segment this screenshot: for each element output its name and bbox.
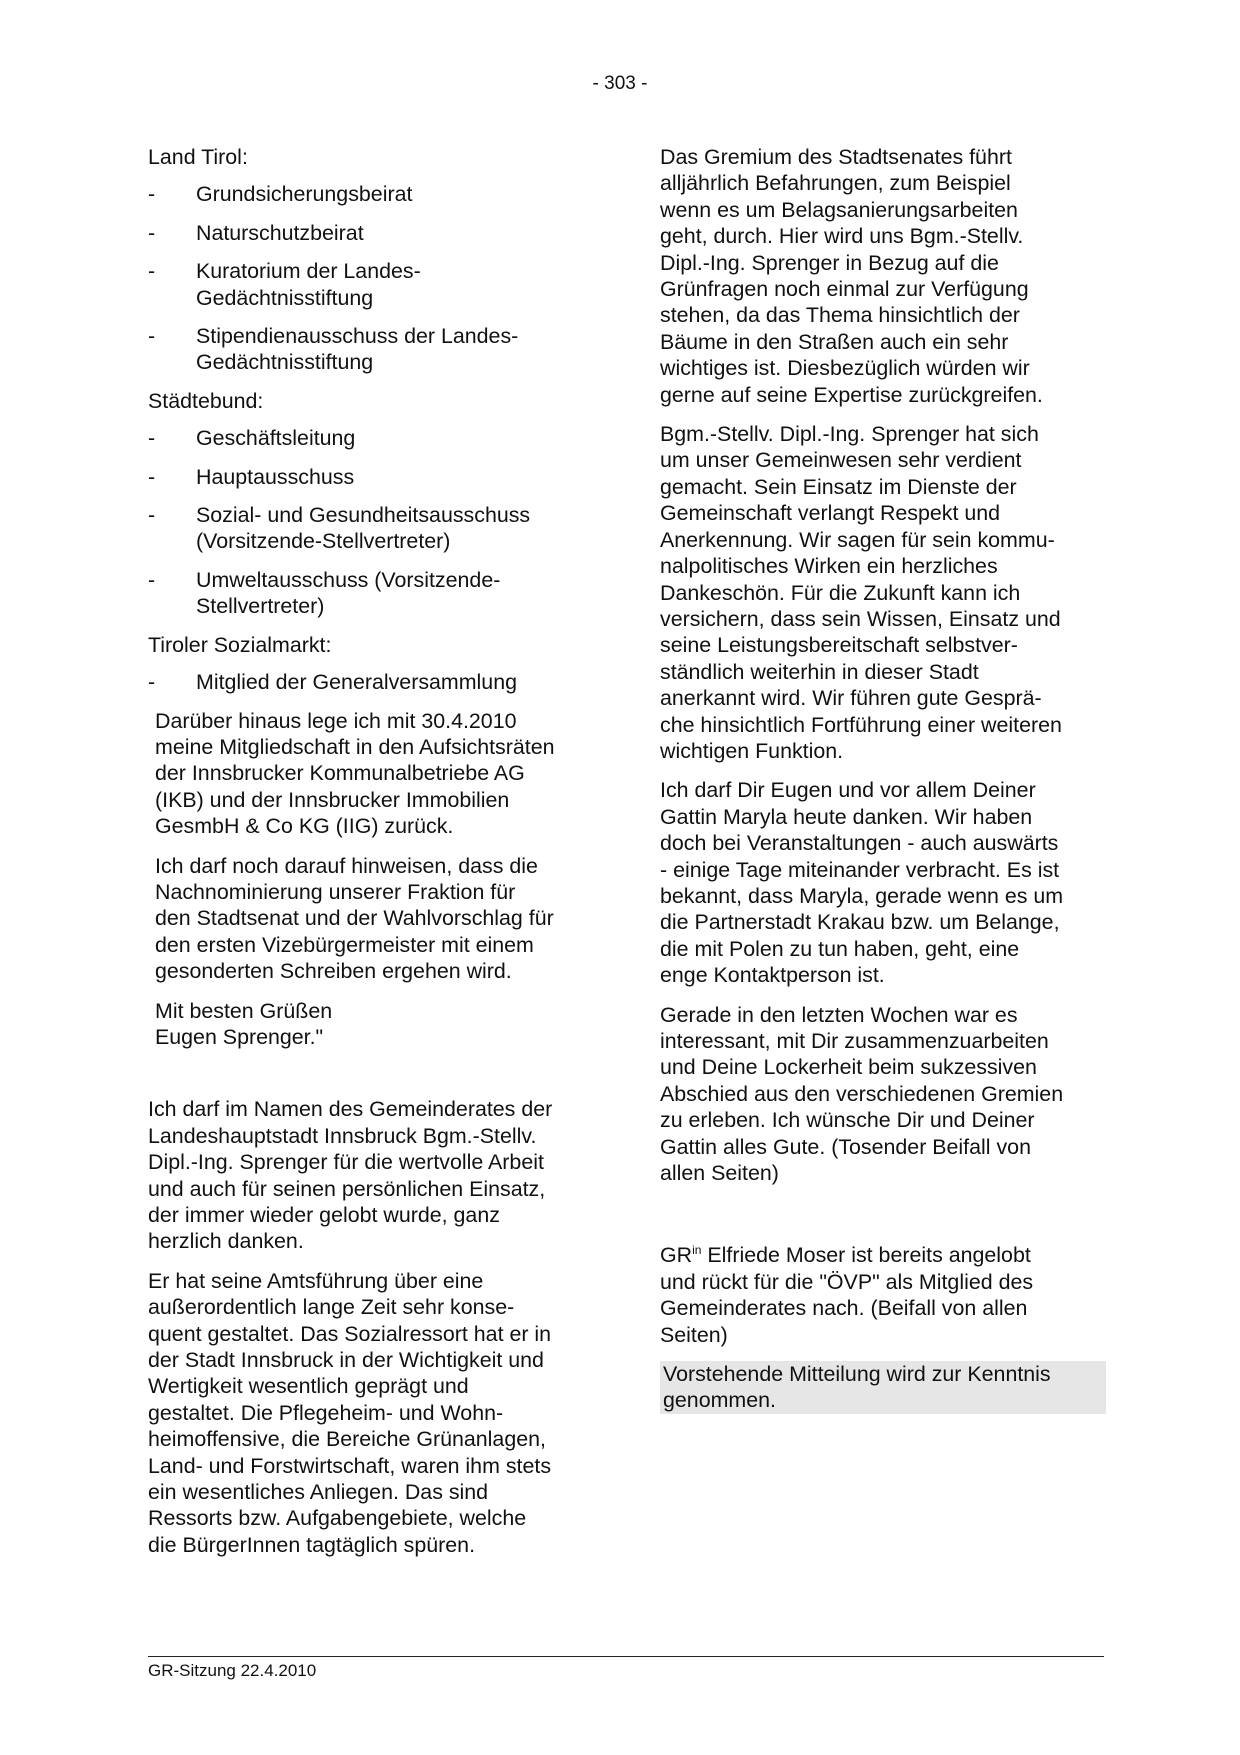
notice-box: Vorstehende Mitteilung wird zur Kenntnis genommen.	[660, 1361, 1106, 1414]
speech-paragraph: Bgm.-Stellv. Dipl.-Ing. Sprenger hat sich um unser Gemeinwesen sehr verdient gemacht. Sein Einsatz im Dienste der Gemeinschaft verlangt Respekt und Anerkennung. Wir sagen für sein kommu- nalpolitisches Wirken ein herzliches Dankeschön. Für die Zukunft kann ich versichern, dass sein Wissen, Einsatz und seine Leistungsbereitschaft selbstver- ständlich weiterhin in dieser Stadt anerkannt wird. Wir führen gute Gesprä- che hinsichtlich Fortführung einer weiteren wichtigen Funktion.	[660, 422, 1062, 763]
speech-paragraph: Er hat seine Amtsführung über eine außerordentlich lange Zeit sehr konse- quent gestaltet. Das Sozialressort hat er in der Stadt Innsbruck in der Wichtigkeit und Wertigkeit wesentlich geprägt und gestaltet. Die Pflegeheim- und Wohn- heimoffensive, die Bereiche Grünanlagen, Land- und Forstwirtschaft, waren ihm stets ein wesentliches Anliegen. Das sind Ressorts bzw. Aufgabengebiete, welche die BürgerInnen tagtäglich spüren.	[148, 1268, 552, 1557]
letter-signature: Mit besten Grüßen Eugen Sprenger."	[155, 998, 333, 1049]
moser-paragraph	[660, 1242, 1100, 1348]
footer-rule	[148, 1656, 1104, 1657]
letter-paragraph: Darüber hinaus lege ich mit 30.4.2010 meine Mitgliedschaft in den Aufsichtsräten der Innsbrucker Kommunalbetriebe AG (IKB) und der Innsbrucker Immobilien GesmbH & Co KG (IIG) zurück.	[155, 708, 555, 839]
heading-sozialmarkt: Tiroler Sozialmarkt:	[148, 632, 332, 657]
list-item: - Umweltausschuss (Vorsitzende- Stellvertreter)	[148, 567, 588, 620]
heading-land-tirol: Land Tirol:	[148, 145, 248, 169]
list-item-text: Umweltausschuss (Vorsitzende- Stellvertreter)	[196, 567, 501, 619]
list-item: - Geschäftsleitung	[148, 425, 588, 451]
page-number: - 303 -	[592, 73, 648, 94]
list-item: - Mitglied der Generalversammlung	[148, 669, 588, 695]
list-item: - Sozial- und Gesundheitsausschuss (Vorsitzende-Stellvertreter)	[148, 502, 588, 555]
list-item-text: Geschäftsleitung	[196, 426, 356, 451]
speech-paragraph: Ich darf im Namen des Gemeinderates der Landeshauptstadt Innsbruck Bgm.-Stellv. Dipl.-Ing. Sprenger für die wertvolle Arbeit und auch für seinen persönlichen Einsatz, der immer wieder gelobt wurde, ganz herzlich danken.	[148, 1097, 553, 1254]
speech-paragraph: Das Gremium des Stadtsenates führt alljährlich Befahrungen, zum Beispiel wenn es um Belagsanierungsarbeiten geht, durch. Hier wird uns Bgm.-Stellv. Dipl.-Ing. Sprenger in Bezug auf die Grünfragen noch einmal zur Verfügung stehen, da das Thema hinsichtlich der Bäume in den Straßen auch ein sehr wichtiges ist. Diesbezüglich würden wir gerne auf seine Expertise zurückgreifen.	[660, 145, 1043, 407]
right-column	[660, 144, 1100, 1414]
moser-superscript: in	[692, 1243, 702, 1258]
list-item: - Kuratorium der Landes- Gedächtnisstiftung	[148, 258, 588, 311]
footer-text: GR-Sitzung 22.4.2010	[148, 1661, 317, 1680]
list-item-text: Grundsicherungsbeirat	[196, 182, 413, 207]
list-item-text: Hauptausschuss	[196, 464, 355, 489]
moser-text: Elfriede Moser ist bereits angelobt und rückt für die "ÖVP" als Mitglied des Gemeinderates nach. (Beifall von allen Seiten)	[660, 1243, 1034, 1347]
list-item: - Grundsicherungsbeirat	[148, 181, 588, 207]
list-item-text: Stipendienausschuss der Landes- Gedächtnisstiftung	[196, 324, 519, 375]
list-item: - Stipendienausschuss der Landes- Gedächtnisstiftung	[148, 323, 588, 376]
list-item-text: Sozial- und Gesundheitsausschuss (Vorsitzende-Stellvertreter)	[196, 503, 531, 554]
list-item-text: Kuratorium der Landes- Gedächtnisstiftung	[196, 259, 421, 310]
list-item-text: Naturschutzbeirat	[196, 220, 364, 245]
heading-staedtebund: Städtebund:	[148, 388, 264, 413]
speech-paragraph: Gerade in den letzten Wochen war es interessant, mit Dir zusammenzuarbeiten und Deine Lockerheit beim sukzessiven Abschied aus den verschiedenen Gremien zu erleben. Ich wünsche Dir und Deiner Gattin alles Gute. (Tosender Beifall von allen Seiten)	[660, 1002, 1064, 1186]
speech-paragraph: Ich darf Dir Eugen und vor allem Deiner Gattin Maryla heute danken. Wir haben doch bei Veranstaltungen - auch auswärts - einige Tage miteinander verbracht. Es ist bekannt, dass Maryla, gerade wenn es um die Partnerstadt Krakau bzw. um Belange, die mit Polen zu tun haben, geht, eine enge Kontaktperson ist.	[660, 778, 1064, 988]
list-item-text: Mitglied der Generalversammlung	[196, 670, 517, 695]
letter-paragraph: Ich darf noch darauf hinweisen, dass die Nachnominierung unserer Fraktion für den Stadtsenat und der Wahlvorschlag für den ersten Vizebürgermeister mit einem gesonderten Schreiben ergehen wird.	[155, 853, 554, 984]
list-item: - Hauptausschuss	[148, 464, 588, 490]
list-item: - Naturschutzbeirat	[148, 220, 588, 246]
left-column	[148, 144, 588, 1571]
moser-prefix: GR	[660, 1243, 693, 1268]
